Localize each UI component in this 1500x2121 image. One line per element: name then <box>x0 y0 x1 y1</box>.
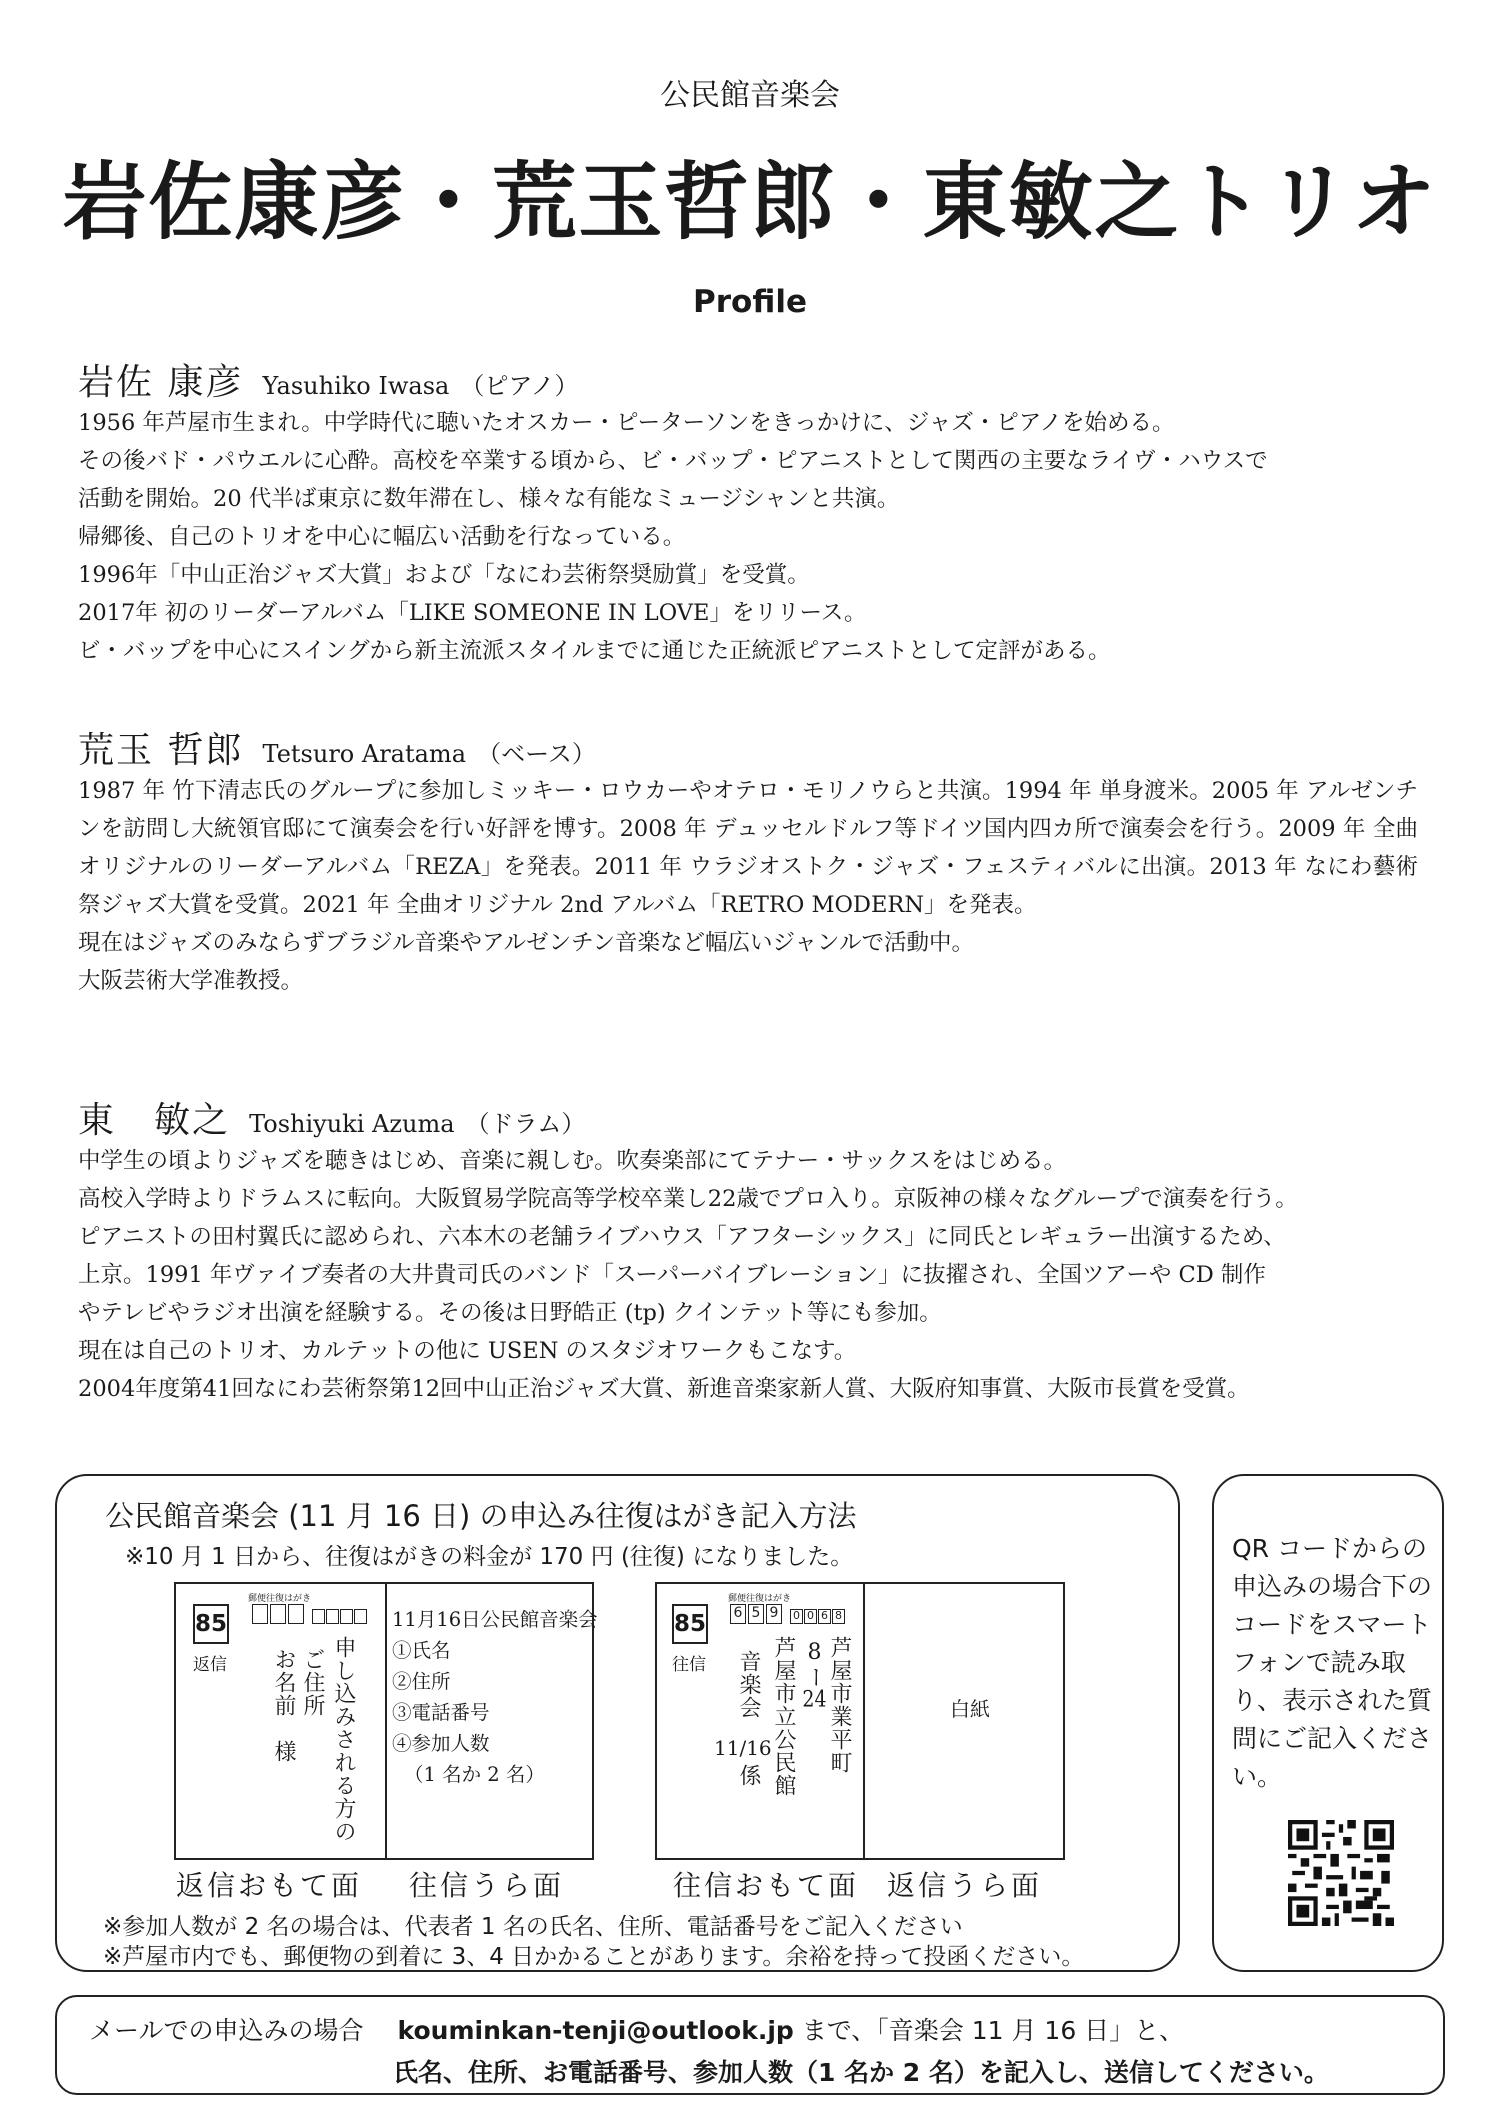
instrument-role: （ドラム） <box>465 1110 586 1138</box>
name-en: Tetsuro Aratama <box>262 740 466 768</box>
item-address: ②住所 <box>392 1670 451 1693</box>
bio-line: 高校入学時よりドラムスに転向。大阪貿易学院高等学校卒業し22歳でプロ入り。京阪神の様々なグループで演奏を行う。 <box>78 1186 1298 1212</box>
card-divider <box>385 1582 387 1860</box>
profile-aratama <box>78 722 1418 1000</box>
note-line: ※参加人数が 2 名の場合は、代表者 1 名の氏名、住所、電話番号をご記入ください <box>103 1914 963 1940</box>
profile-iwasa <box>78 354 1418 670</box>
bio-line: 大阪芸術大学准教授。 <box>78 968 304 994</box>
stamp-caption: 返信 <box>193 1655 227 1675</box>
profile-name-line <box>78 722 1418 772</box>
recipient-address: 芦屋市業平町 <box>827 1636 852 1774</box>
qr-code-icon[interactable] <box>1288 1820 1394 1926</box>
bio-line: 2017年 初のリーダーアルバム「LIKE SOMEONE IN LOVE」をリリース。 <box>78 600 867 626</box>
name-label: お名前 様 <box>271 1648 296 1763</box>
zip-digit: 0 <box>804 1609 817 1624</box>
zip-box <box>312 1609 325 1624</box>
item-count-note: （1 名か 2 名） <box>404 1763 545 1786</box>
recipient-department: 音楽会 <box>736 1650 761 1719</box>
profile-heading: Profile <box>693 284 807 320</box>
bio-paragraph: 1987 年 竹下清志氏のグループに参加しミッキー・ロウカーやオテロ・モリノウらと共演。1994 年 単身渡米。2005 年 アルゼンチンを訪問し大統領官邸にて演奏会を行い好評を博す。2008 年 デュッセルドルフ等ドイツ国内四カ所で演奏会を行う。2009 年 全曲オリジナルのリーダーアルバム「REZA」を発表。2011 年 ウラジオストク・ジャズ・フェスティバルに出演。2013 年 なにわ藝術祭ジャズ大賞を受賞。2021 年 全曲オリジナル 2nd アルバム「RETRO MODERN」を発表。 <box>78 778 1418 918</box>
instrument-role: （ベース） <box>477 740 596 768</box>
note-line: ※芦屋市内でも、郵便物の到着に 3、4 日かかることがあります。余裕を持って投函ください。 <box>103 1944 1085 1970</box>
bio-line: 上京。1991 年ヴァイブ奏者の大井貴司氏のバンド「スーパーバイブレーション」に抜擢され、全国ツアーや CD 制作 <box>78 1262 1266 1288</box>
postal-label: 郵便往復はがき <box>248 1594 312 1604</box>
bio-line: 1956 年芦屋市生まれ。中学時代に聴いたオスカー・ピーターソンをきっかけに、ジャズ・ピアノを始める。 <box>78 410 1175 436</box>
zip-boxes <box>730 1604 846 1624</box>
block-number: 8 <box>802 1640 827 1666</box>
zip-digit: 9 <box>766 1604 782 1624</box>
caption-reply-back: 返信うら面 <box>887 1869 1043 1902</box>
zip-box <box>326 1609 339 1624</box>
bio-line: 帰郷後、自己のトリオを中心に幅広い活動を行なっている。 <box>78 524 686 550</box>
event-kicker: 公民館音楽会 <box>660 78 840 113</box>
email-subject-note: まで、「音楽会 11 月 16 日」と、 <box>793 2016 1185 2045</box>
zip-box <box>354 1609 367 1624</box>
bio-line: 中学生の頃よりジャズを聴きはじめ、音楽に親しむ。吹奏楽部にてテナー・サックスをはじめる。 <box>78 1148 1066 1174</box>
bio-line: 現在はジャズのみならずブラジル音楽やアルゼンチン音楽など幅広いジャンルで活動中。 <box>78 930 974 956</box>
outgoing-postcard-diagram <box>655 1582 1065 1860</box>
profile-azuma <box>78 1092 1418 1408</box>
recipient-block: 8ー24 <box>802 1640 827 1711</box>
stamp-caption: 往信 <box>672 1655 706 1675</box>
zip-digit: 5 <box>748 1604 764 1624</box>
qr-instructions: QR コードからの申込みの場合下のコードをスマートフォンで読み取り、表示された質問にご記入ください。 <box>1232 1534 1433 1791</box>
profile-name-line <box>78 354 1418 404</box>
blank-side-label: 白紙 <box>950 1697 990 1721</box>
zip-boxes-empty <box>252 1604 368 1624</box>
block-number: 24 <box>802 1689 827 1711</box>
zip-digit: 6 <box>818 1609 831 1624</box>
recipient-honorific: 係 <box>736 1764 761 1787</box>
instrument-role: （ピアノ） <box>460 372 579 400</box>
item-name: ①氏名 <box>392 1639 451 1662</box>
item-phone: ③電話番号 <box>392 1701 490 1724</box>
name-jp: 東 敏之 <box>78 1100 231 1141</box>
event-date: 11/16 <box>714 1736 772 1760</box>
bio-line: 2004年度第41回なにわ芸術祭第12回中山正治ジャズ大賞、新進音楽家新人賞、大阪府知事賞、大阪市長賞を受賞。 <box>78 1376 1250 1402</box>
bio-line: 現在は自己のトリオ、カルテットの他に USEN のスタジオワークもこなす。 <box>78 1338 857 1364</box>
bio-line: 活動を開始。20 代半ば東京に数年滞在し、様々な有能なミュージシャンと共演。 <box>78 486 900 512</box>
zip-digit: 6 <box>730 1604 746 1624</box>
required-items-list <box>392 1604 598 1790</box>
stamp-box: 85 <box>193 1604 229 1644</box>
email-address-link[interactable]: kouminkan-tenji@outlook.jp <box>397 2016 794 2045</box>
recipient-facility: 芦屋市立公民館 <box>771 1636 796 1797</box>
caption-outgoing-front: 往信おもて面 <box>673 1869 860 1902</box>
zip-box <box>288 1604 304 1624</box>
name-jp: 荒玉 哲郎 <box>78 730 244 771</box>
caption-reply-front: 返信おもて面 <box>176 1869 363 1902</box>
zip-box <box>270 1604 286 1624</box>
name-en: Yasuhiko Iwasa <box>262 372 450 400</box>
name-jp: 岩佐 康彦 <box>78 362 244 403</box>
email-instructions: 氏名、住所、お電話番号、参加人数（1 名か 2 名）を記入し、送信してください。 <box>393 2058 1329 2087</box>
method-title: 公民館音楽会 (11 月 16 日) の申込み往復はがき記入方法 <box>105 1499 857 1533</box>
email-line <box>89 2011 1184 2047</box>
zip-digit: 0 <box>790 1609 803 1624</box>
address-label: ご住所 <box>300 1648 325 1717</box>
profile-name-line <box>78 1092 1418 1142</box>
bio-line: その後バド・パウエルに心酔。高校を卒業する頃から、ビ・バップ・ピアニストとして関西の主要なライヴ・ハウスで <box>78 448 1268 474</box>
bio-line: ピアニストの田村翼氏に認められ、六本木の老舗ライブハウス「アフターシックス」に同氏とレギュラー出演するため、 <box>78 1224 1286 1250</box>
postal-label: 郵便往復はがき <box>728 1594 792 1604</box>
bio-line: ビ・バップを中心にスイングから新主流派スタイルまでに通じた正統派ピアニストとして定評がある。 <box>78 638 1111 664</box>
stamp-box: 85 <box>672 1604 708 1644</box>
back-title: 11月16日公民館音楽会 <box>392 1608 598 1631</box>
bio-line: 1996年「中山正治ジャズ大賞」および「なにわ芸術祭奨励賞」を受賞。 <box>78 562 810 588</box>
zip-box <box>252 1604 268 1624</box>
name-en: Toshiyuki Azuma <box>249 1110 455 1138</box>
price-note: ※10 月 1 日から、往復はがきの料金が 170 円 (往復) になりました。 <box>125 1544 854 1570</box>
zip-digit: 8 <box>832 1609 845 1624</box>
zip-box <box>340 1609 353 1624</box>
caption-outgoing-back: 往信うら面 <box>409 1869 565 1902</box>
sender-note: 申し込みされる方の <box>331 1636 356 1843</box>
card-divider <box>863 1582 865 1860</box>
bio-line: やテレビやラジオ出演を経験する。その後は日野皓正 (tp) クインテット等にも参加。 <box>78 1300 942 1326</box>
postcard-notes <box>103 1912 1084 1972</box>
email-lead: メールでの申込みの場合 <box>89 2016 364 2045</box>
item-count: ④参加人数 <box>392 1732 490 1755</box>
page-title: 岩佐康彦・荒玉哲郎・東敏之トリオ <box>62 153 1438 251</box>
